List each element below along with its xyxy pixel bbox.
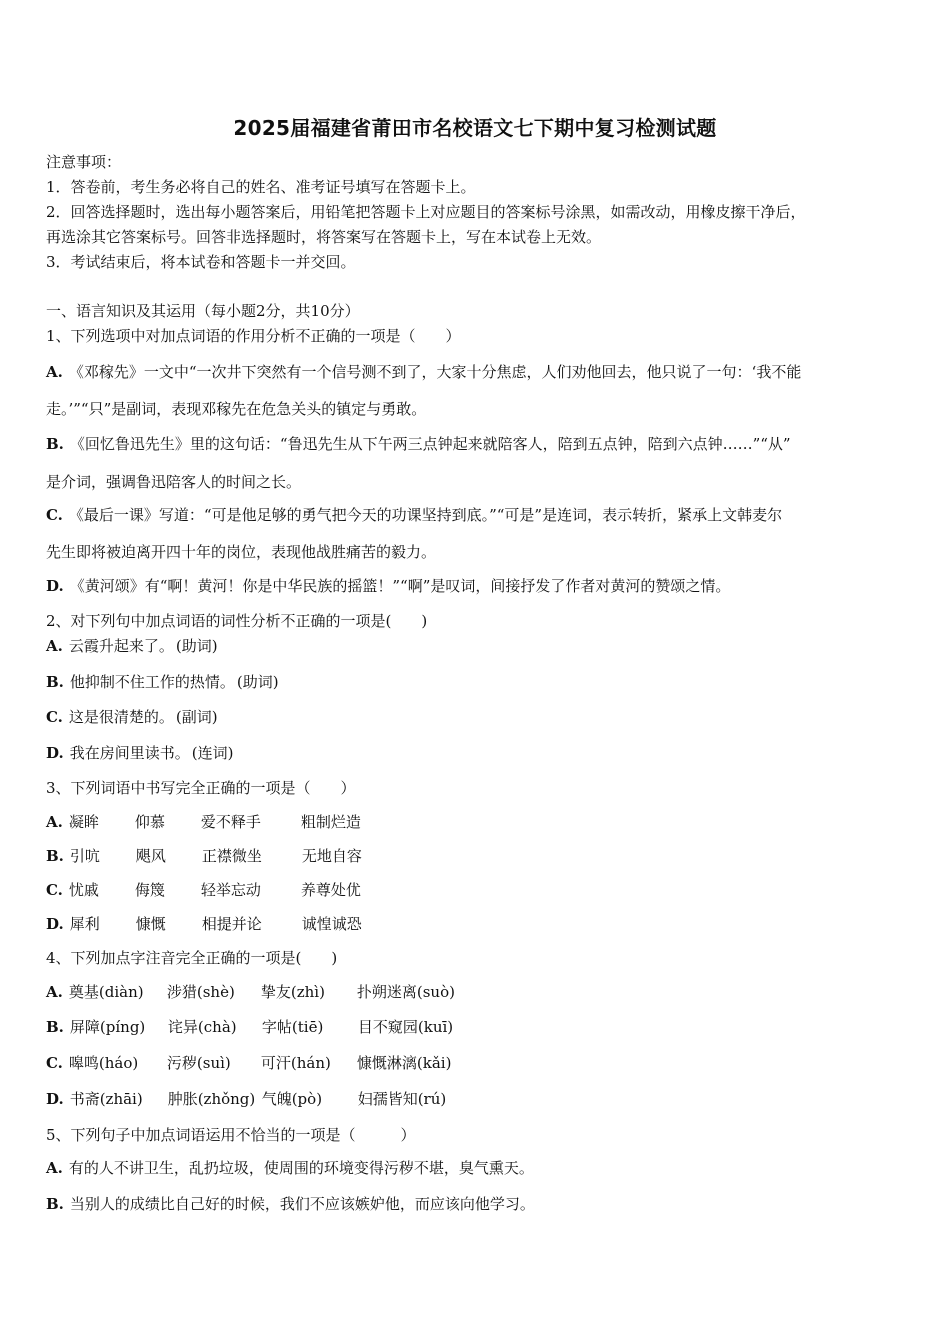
notice-item: 再选涂其它答案标号。回答非选择题时，将答案写在答题卡上，写在本试卷上无效。 (46, 228, 602, 246)
question-4-stem: 4、下列加点字注音完全正确的一项是( ) (46, 949, 338, 967)
option-word: 侮篾 (134, 881, 165, 899)
option-word: 轻举忘动 (200, 881, 261, 899)
option-word: 凝眸 (68, 813, 99, 831)
q4-option-c (46, 1053, 451, 1073)
notice-heading: 注意事项： (46, 153, 122, 171)
section-heading: 一、语言知识及其运用（每小题2分，共10分） (46, 302, 360, 320)
q3-option-d (46, 914, 362, 934)
q4-option-a (46, 982, 455, 1002)
q2-option-c (46, 707, 218, 727)
option-word: 气魄(pò) (261, 1090, 323, 1108)
q2-option-a (46, 636, 218, 656)
option-text: 当别人的成绩比自己好的时候，我们不应该嫉妒他，而应该向他学习。 (69, 1195, 535, 1213)
option-word: 可汗(hán) (260, 1054, 331, 1072)
option-note: (连词) (191, 744, 234, 762)
q4-option-b (46, 1017, 453, 1037)
q3-option-a (46, 812, 361, 832)
option-word: 无地自容 (301, 847, 362, 865)
option-word: 目不窥园(kuī) (357, 1018, 454, 1036)
option-label: C. (46, 708, 63, 726)
option-label: C. (46, 881, 63, 899)
option-word: 妇孺皆知(rú) (357, 1090, 447, 1108)
q4-option-d (46, 1089, 446, 1109)
option-label: B. (46, 1018, 64, 1036)
option-label: B. (46, 847, 64, 865)
page-title: 2025届福建省莆田市名校语文七下期中复习检测试题 (233, 116, 717, 140)
question-5-stem: 5、下列句子中加点词语运用不恰当的一项是（ ） (46, 1126, 416, 1144)
option-word: 诧异(chà) (167, 1018, 237, 1036)
q3-option-b (46, 846, 362, 866)
option-continuation: 走。’”“只”是副词，表现邓稼先在危急关头的镇定与勇敢。 (46, 400, 427, 418)
option-label: B. (46, 673, 64, 691)
q5-option-b (46, 1194, 535, 1214)
option-text: 《最后一课》写道：“可是他足够的勇气把今天的功课坚持到底。”“可是”是连词，表示转折，紧承上文韩麦尔 (68, 506, 783, 524)
option-word: 书斋(zhāi) (69, 1090, 143, 1108)
option-note: (助词) (236, 673, 279, 691)
option-word: 相提并论 (201, 915, 262, 933)
option-word: 污秽(suì) (166, 1054, 231, 1072)
option-label: A. (46, 363, 63, 381)
option-label: D. (46, 577, 64, 595)
option-word: 慷慨淋漓(kǎi) (356, 1054, 452, 1072)
option-word: 正襟微坐 (201, 847, 262, 865)
option-label: A. (46, 1159, 63, 1177)
notice-item: 3．考试结束后，将本试卷和答题卡一并交回。 (46, 253, 356, 271)
option-word: 屏障(píng) (69, 1018, 146, 1036)
q2-option-d (46, 743, 233, 763)
option-word: 涉猎(shè) (166, 983, 235, 1001)
option-text: 有的人不讲卫生，乱扔垃圾，使周围的环境变得污秽不堪，臭气熏天。 (68, 1159, 534, 1177)
option-text: 《邓稼先》一文中“一次井下突然有一个信号测不到了，大家十分焦虑，人们劝他回去，他只说了一句：‘我不能 (68, 363, 802, 381)
notice-item: 2．回答选择题时，选出每小题答案后，用铅笔把答题卡上对应题目的答案标号涂黑，如需改动，用橡皮擦干净后， (46, 203, 806, 221)
option-word: 仰慕 (134, 813, 165, 831)
option-word: 引吭 (69, 847, 100, 865)
q2-option-b (46, 672, 279, 692)
option-word: 爱不释手 (200, 813, 261, 831)
q5-option-a (46, 1158, 534, 1178)
option-label: A. (46, 813, 63, 831)
option-word: 犀利 (69, 915, 100, 933)
option-label: D. (46, 1090, 64, 1108)
q3-option-c (46, 880, 361, 900)
option-word: 字帖(tiē) (261, 1018, 324, 1036)
question-1-stem: 1、下列选项中对加点词语的作用分析不正确的一项是（ ） (46, 327, 461, 345)
option-note: (助词) (175, 637, 218, 655)
option-word: 肿胀(zhǒng) (167, 1090, 256, 1108)
option-text: 《黄河颂》有“啊！黄河！你是中华民族的摇篮！”“啊”是叹词，间接抒发了作者对黄河的赞颂之情。 (69, 577, 731, 595)
notice-item: 1．答卷前，考生务必将自己的姓名、准考证号填写在答题卡上。 (46, 178, 476, 196)
option-word: 嗥鸣(háo) (68, 1054, 139, 1072)
question-2-stem: 2、对下列句中加点词语的词性分析不正确的一项是( ) (46, 612, 428, 630)
option-text: 《回忆鲁迅先生》里的这句话：“鲁迅先生从下午两三点钟起来就陪客人，陪到五点钟，陪到六点钟……”“从” (69, 435, 791, 453)
option-text: 我在房间里读书。 (69, 744, 190, 762)
option-text: 他抑制不住工作的热情。 (69, 673, 235, 691)
q1-option-c (46, 505, 782, 525)
option-label: A. (46, 637, 63, 655)
option-word: 粗制烂造 (300, 813, 361, 831)
option-word: 诚惶诚恐 (301, 915, 362, 933)
option-label: B. (46, 1195, 64, 1213)
option-word: 飓风 (135, 847, 166, 865)
question-3-stem: 3、下列词语中书写完全正确的一项是（ ） (46, 779, 356, 797)
option-word: 养尊处优 (300, 881, 361, 899)
q1-option-b (46, 434, 791, 454)
option-word: 挚友(zhì) (260, 983, 325, 1001)
option-continuation: 先生即将被迫离开四十年的岗位，表现他战胜痛苦的毅力。 (46, 543, 437, 561)
option-label: D. (46, 915, 64, 933)
option-label: D. (46, 744, 64, 762)
option-label: C. (46, 506, 63, 524)
option-text: 这是很清楚的。 (68, 708, 174, 726)
q1-option-d (46, 576, 730, 596)
option-word: 奠基(diàn) (68, 983, 144, 1001)
option-word: 忧戚 (68, 881, 99, 899)
option-continuation: 是介词，强调鲁迅陪客人的时间之长。 (46, 473, 302, 491)
option-note: (副词) (175, 708, 218, 726)
option-label: C. (46, 1054, 63, 1072)
option-word: 慷慨 (135, 915, 166, 933)
option-label: A. (46, 983, 63, 1001)
option-word: 扑朔迷离(suò) (356, 983, 455, 1001)
q1-option-a (46, 362, 801, 382)
option-text: 云霞升起来了。 (68, 637, 174, 655)
option-label: B. (46, 435, 64, 453)
